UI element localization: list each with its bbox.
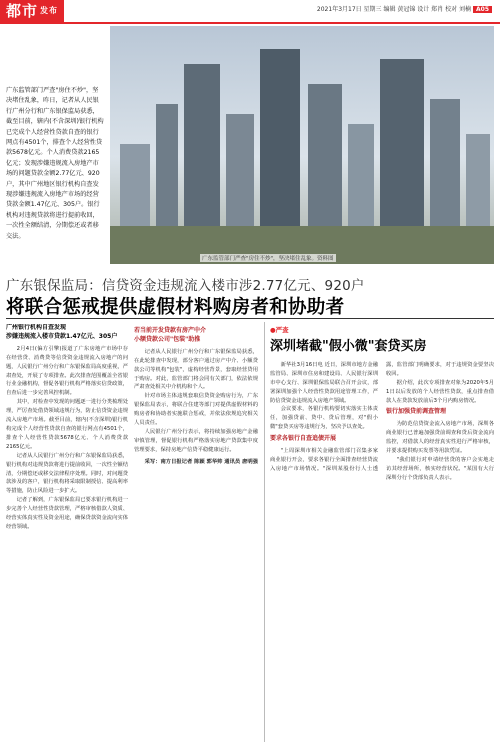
page-meta: [317, 4, 494, 13]
article1-column-1: [6, 324, 128, 744]
brand-label: 都市: [6, 2, 39, 20]
buildings-photo: [110, 26, 494, 264]
paragraph: 会议要求，各银行机构要切实落实主体责任，加强贷前、贷中、贷后管理，对"假小微"套贷买房等违规行为，坚决予以查处。: [270, 406, 378, 431]
paragraph: 人民银行广州分行表示，将持续加强房地产金融审慎管理，督促银行机构严格落实房地产贷款集中度管理要求，保持房地产信贷平稳健康运行。: [134, 428, 258, 453]
article-kicker: 广东银保监局：信贷资金违规流入楼市涉2.77亿元、920户: [6, 278, 365, 294]
paragraph: "我们银行对申请经营贷的客户会实地走访其经营场所，核实经营状况。"某国有大行深圳分行个贷部负责人表示。: [386, 456, 494, 481]
subheading: 广州银行机构自查发现 涉嫌违规流入楼市贷款1.47亿元、305户: [6, 324, 118, 340]
paragraph: "上周深圳市相关金融监管部门召集多家商业银行开会，要求各银行全面排查经营贷流入房地产市场情况。"深圳某股份行人士透露，监管部门明确要求，对于违规资金要坚决收回。: [270, 361, 494, 472]
paragraph: 新华社3月16日电 近日，深圳市地方金融监管局、深圳市住房和建设局、人民银行深圳市中心支行、深圳银保监局联合召开会议，部署深圳加强个人经营性贷款用途管理工作，严防信贷资金违规流入房地产领域。: [270, 361, 378, 404]
article2-headline: 深圳堵截"假小微"套贷买房: [270, 338, 427, 354]
paragraph: 记者从人民银行广州分行和广东银保监局获悉，银行机构对违规贷款将进行提前收回，一次性全额结清，分期偿还或移交法律程序处理。同时，对问题贷款涉及的客户，银行机构将采取限制授信、提高利率等措施，防止风险进一步扩大。: [6, 452, 128, 495]
article1-column-2: [134, 324, 258, 744]
page-number-tag: A05: [473, 6, 492, 13]
page-header: [0, 0, 500, 22]
lead-paragraph: 广东监管部门严查"房住不炒"，坚决堵住乱象，昨日，记者从人民银行广州分行和广东银保监局获悉，截至目前，辖内(不含深圳)银行机构已完成个人经营性贷款自查的银行网点有4501个，排查个人经营性贷款5678亿元。个人消费贷款2165亿元；发现涉嫌违规流入房地产市场的问题贷款金额2.77亿元、920户，其中广州地区银行机构自查发现涉嫌违规流入房地产市场的经营贷款金额1.47亿元、305户。银行机构对违规贷款将进行提前收回，一次性全额结清，分期偿还或者移交法。: [6, 87, 104, 240]
article2-tag: ●严查: [270, 326, 289, 334]
paragraph: 记者了解到，广东银保监局已要求银行机构进一步完善个人经营性贷款管理，严格审核借款人资质、经营实体真实性及资金用途，确保贷款资金流向实体经营领域。: [6, 497, 128, 530]
header-divider: [0, 22, 500, 24]
paragraph: 据介绍，此次专项排查对象为2020年5月1日以后发放的个人经营性贷款，重点排查借款人在贷款发放前后3个月内购房情况。: [386, 379, 494, 404]
paragraph: 记者从人民银行广州分行和广东银保监局获悉，在此轮排查中发现，部分客户通过房产中介、小额贷款公司等机构"包装"，虚构经营背景，套取经营贷用于购房。对此，监管部门将会同有关部门，依法依规严肃查处相关中介机构和个人。: [134, 348, 258, 391]
paragraph: 为防范信贷资金流入房地产市场，深圳各商业银行已普遍加强贷前调查和贷后资金流向监控，对借款人的经营真实性进行严格审核，并要求提供购买发票等用款凭证。: [386, 421, 494, 455]
paragraph: 其中，对检查中发现的问题逐一进行分类梳理处理，严厉查处借贷领域违规行为，防止信贷资金违规流入房地产市场。截至目前，辖内(不含深圳)银行机构完成个人经营性贷款自查的银行网点有4501个，排查个人经营性贷款5678亿元、个人消费贷款2165亿元。: [6, 399, 128, 450]
section-heading: 要求各银行自查追债开展: [270, 435, 337, 443]
section-heading: 银行加强贷前调查管理: [386, 408, 447, 416]
byline: 采写：南方日报记者 陈颖 郭华帅 通讯员 唐明强: [144, 458, 258, 465]
section-heading: 若当前开发贷款有房产中介 小额贷款公司"包装"助推: [134, 327, 207, 343]
paragraph: 针对市场主体违规套取信贷资金购房行为，广东银保监局表示，将联合住建等部门对提供虚假材料的购房者和协助者实施联合惩戒，并依法依规追究相关人员责任。: [134, 393, 258, 427]
date-editor-line: 2021年3月17日 星期三 编辑 黄冠锦 设计 郑肖 校对 刘楠: [316, 6, 471, 13]
photo-caption: 广东监管部门严查"房住不炒"，坚决堵住乱象。资料图: [202, 256, 334, 262]
paragraph: 2月4日(偏方引擎)报道了广东房地产市场中存在经营贷、消费贷等信贷资金违规流入房地产的问题，人民银行广州分行和广东银保监局高度重视，严肃查处，开展了专项排查。此次排查范围覆盖全省银行业金融机构，督促各银行机构严格落实信贷政策，自查后进一步完善风控机制。: [6, 345, 128, 397]
article-headline: 将联合惩戒提供虚假材料购房者和协助者: [6, 297, 345, 318]
headline-rule: [6, 318, 494, 319]
column-divider: [264, 322, 265, 742]
article2: [270, 326, 494, 744]
section-brand: [0, 0, 64, 22]
brand-sub-label: 发布: [40, 6, 59, 15]
